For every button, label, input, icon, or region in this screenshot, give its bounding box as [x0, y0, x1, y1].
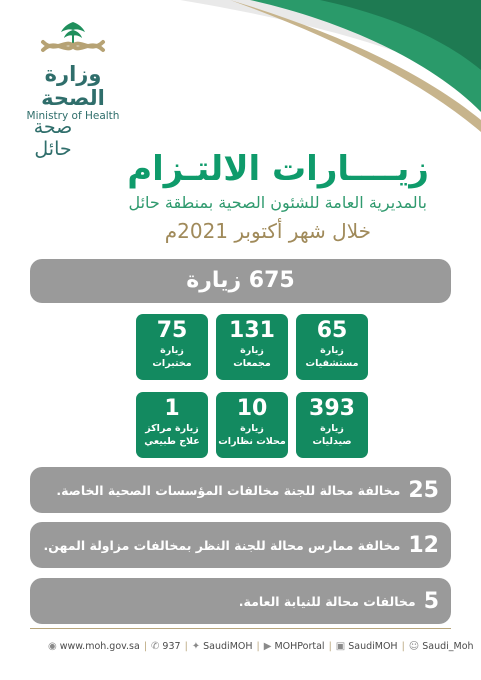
footer-separator: | [184, 640, 188, 652]
footer-snapchat-text: Saudi_Moh [422, 640, 474, 652]
stat-label-line2: مختبرات [152, 358, 192, 369]
violation-text: مخالفة محالة للجنة مخالفات المؤسسات الصحية الخاصة. [56, 482, 401, 498]
footer-website-text: www.moh.gov.sa [59, 640, 140, 652]
violation-text: مخالفات محالة للنيابة العامة. [238, 593, 416, 609]
footer-website[interactable] [48, 641, 140, 652]
stat-number: 65 [316, 318, 348, 343]
footer-separator: | [143, 640, 148, 652]
stat-box-hospitals [296, 314, 368, 380]
stat-number: 393 [309, 396, 355, 421]
youtube-icon: ▶ [263, 640, 272, 652]
stat-label-line1: زيارة مراكز [145, 423, 199, 434]
footer-divider [30, 628, 451, 629]
stat-box-labs [136, 314, 208, 380]
stat-label-line2: محلات نظارات [218, 436, 286, 447]
footer-separator: | [328, 640, 332, 652]
snapchat-icon: ☺ [408, 640, 420, 652]
stat-label-line2: صيدليات [312, 436, 352, 447]
stat-label-line2: علاج طبيعي [144, 436, 200, 447]
footer-phone[interactable] [151, 641, 181, 652]
stat-label-line1: زيارة [320, 423, 344, 434]
stat-box-complexes [216, 314, 288, 380]
stat-number: 1 [164, 396, 180, 421]
footer-contacts [48, 636, 474, 656]
stat-box-optical-shops [216, 392, 288, 458]
globe-icon: ◉ [48, 640, 57, 652]
violation-number: 12 [408, 532, 439, 558]
footer-snapchat[interactable] [409, 641, 474, 652]
footer-phone-text: 937 [162, 640, 181, 652]
stat-label-line2: مجمعات [233, 358, 271, 369]
footer-twitter-text: SaudiMOH [203, 640, 253, 652]
total-visits-banner: 675 زيارة [30, 259, 451, 303]
page-subtitle: بالمديرية العامة للشئون الصحية بمنطقة حائل [128, 193, 427, 212]
violation-text: مخالفة ممارس محالة للجنة النظر بمخالفات مزاولة المهن. [43, 537, 401, 553]
footer-youtube[interactable] [264, 641, 325, 652]
stat-number: 10 [236, 396, 268, 421]
phone-icon: ✆ [151, 640, 160, 652]
footer-instagram-text: SaudiMOH [348, 640, 398, 652]
footer-twitter[interactable] [192, 641, 253, 652]
stat-label-line1: زيارة [160, 345, 184, 356]
violation-row-practitioners [30, 522, 451, 568]
stat-box-physiotherapy [136, 392, 208, 458]
instagram-icon: ▣ [335, 640, 346, 652]
reporting-period: خلال شهر أكتوبر 2021م [164, 219, 371, 243]
twitter-icon: ✦ [191, 640, 201, 652]
footer-separator: | [256, 640, 260, 652]
footer-separator: | [401, 640, 405, 652]
stat-number: 75 [156, 318, 188, 343]
palm-swords-emblem-icon [37, 20, 109, 60]
stat-label-line1: زيارة [240, 423, 264, 434]
footer-youtube-text: MOHPortal [274, 640, 325, 652]
footer-instagram[interactable] [336, 641, 398, 652]
moh-logo [18, 20, 128, 123]
page-title: زيــــارات الالتـزام [127, 149, 429, 189]
stat-label-line2: مستشفيات [305, 358, 359, 369]
violation-number: 25 [408, 477, 439, 503]
stat-box-pharmacies [296, 392, 368, 458]
stat-number: 131 [229, 318, 275, 343]
stat-label-line1: زيارة [240, 345, 264, 356]
ministry-name-arabic: وزارة الصحة [41, 62, 105, 110]
violation-row-private-institutions [30, 467, 451, 513]
stat-label-line1: زيارة [320, 345, 344, 356]
violation-row-public-prosecution [30, 578, 451, 624]
violation-number: 5 [423, 588, 439, 614]
region-name: صحة حائل [33, 116, 73, 160]
ministry-name-english: Ministry of Health [26, 110, 120, 122]
